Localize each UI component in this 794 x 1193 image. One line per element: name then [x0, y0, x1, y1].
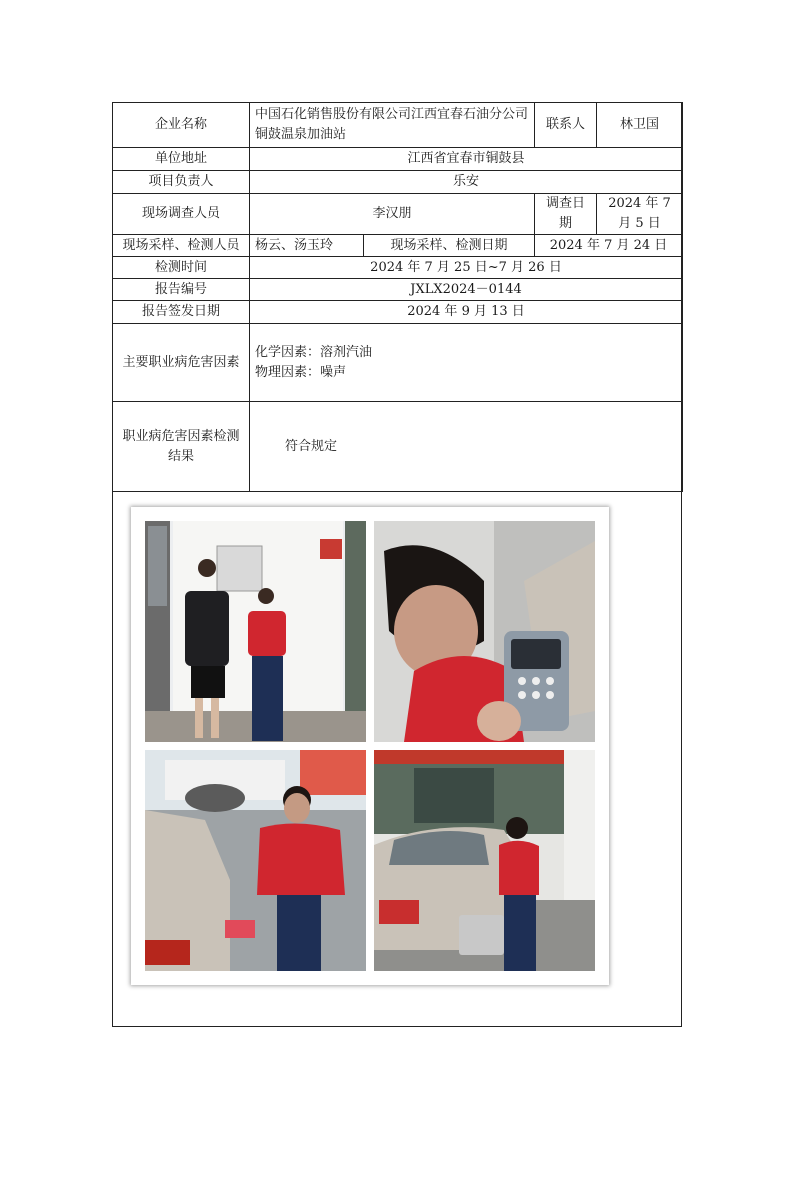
test-time-value: 2024 年 7 月 25 日~7 月 26 日	[250, 257, 683, 279]
address-value: 江西省宜春市铜鼓县	[250, 148, 683, 171]
address-label: 单位地址	[113, 148, 250, 171]
issue-date-label: 报告签发日期	[113, 301, 250, 324]
leader-label: 项目负责人	[113, 171, 250, 194]
report-no-value: JXLX2024－0144	[250, 279, 683, 301]
survey-date-label: 调查日期	[535, 194, 597, 235]
contact-label: 联系人	[535, 103, 597, 148]
photo-collage	[131, 507, 609, 985]
leader-value: 乐安	[250, 171, 683, 194]
photo-noise-meter	[374, 521, 595, 742]
hazards-value	[250, 324, 683, 402]
photo-standing-staff	[145, 521, 366, 742]
report-no-label: 报告编号	[113, 279, 250, 301]
survey-staff-value: 李汉朋	[250, 194, 535, 235]
photo-refuelling-side	[374, 750, 595, 971]
result-label: 职业病危害因素检测结果	[113, 402, 250, 492]
test-time-label: 检测时间	[113, 257, 250, 279]
hazards-label: 主要职业病危害因素	[113, 324, 250, 402]
survey-date-value: 2024 年 7 月 5 日	[597, 194, 683, 235]
sampling-date-label: 现场采样、检测日期	[364, 235, 535, 257]
hazard-physical: 物理因素：噪声	[255, 364, 347, 380]
issue-date-value: 2024 年 9 月 13 日	[250, 301, 683, 324]
contact-value: 林卫国	[597, 103, 683, 148]
sampling-date-value: 2024 年 7 月 24 日	[535, 235, 683, 257]
photo-refuelling-front	[145, 750, 366, 971]
company-value: 中国石化销售股份有限公司江西宜春石油分公司铜鼓温泉加油站	[250, 103, 535, 148]
hazard-chemical: 化学因素：溶剂汽油	[255, 344, 373, 360]
result-value: 符合规定	[250, 402, 683, 492]
sampling-staff-value: 杨云、汤玉玲	[250, 235, 364, 257]
report-info-table	[112, 102, 683, 492]
sampling-staff-label: 现场采样、检测人员	[113, 235, 250, 257]
company-label: 企业名称	[113, 103, 250, 148]
survey-staff-label: 现场调查人员	[113, 194, 250, 235]
